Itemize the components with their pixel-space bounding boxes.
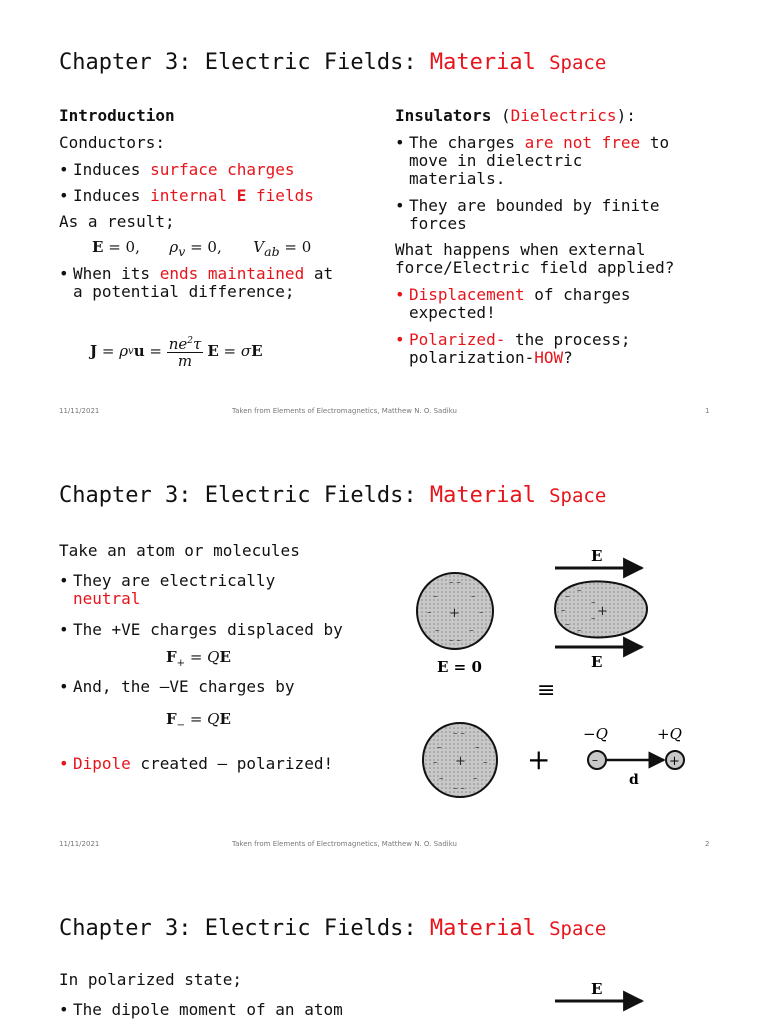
svg-text:–: – xyxy=(473,774,478,784)
svg-text:–: – xyxy=(433,592,438,602)
bullet-neutral xyxy=(59,572,389,608)
eq-sym: u xyxy=(133,342,145,360)
svg-text:–: – xyxy=(561,606,566,616)
text: When its xyxy=(73,264,160,283)
bullet-displacement xyxy=(395,286,755,322)
left-column xyxy=(59,107,379,301)
svg-text:+: + xyxy=(455,754,466,769)
svg-text:–: – xyxy=(471,592,476,602)
eq-sym: F xyxy=(166,710,177,728)
eq-sym: V xyxy=(253,238,265,256)
text: move in dielectric xyxy=(409,151,583,170)
text: created – polarized! xyxy=(130,754,334,773)
title-red-space: Space xyxy=(549,485,607,507)
text-red: Displacement xyxy=(409,285,525,304)
svg-text:– –: – – xyxy=(453,784,465,794)
as-a-result: As a result; xyxy=(59,212,175,231)
eq-sym: E xyxy=(207,342,219,360)
left-column xyxy=(59,971,389,1019)
equation-current-density xyxy=(90,333,263,369)
footer-date: 11/11/2021 xyxy=(59,407,100,415)
conductors-label: Conductors: xyxy=(59,133,165,152)
eq-text: = xyxy=(218,342,241,360)
eq-sym: ρ xyxy=(119,342,129,360)
title-text: Chapter 3: Electric Fields: xyxy=(59,50,430,75)
eq-sub: + xyxy=(176,658,186,669)
text: the process; xyxy=(505,330,631,349)
bullet-dipole xyxy=(59,755,389,773)
equation-conditions xyxy=(92,238,311,259)
text: materials. xyxy=(409,169,506,188)
svg-text:–: – xyxy=(469,626,474,636)
eq-text: = xyxy=(185,648,208,666)
field-label-bottom: E xyxy=(591,653,603,671)
title-red-space: Space xyxy=(549,918,607,940)
title-red-material: Material xyxy=(429,916,536,941)
title-text: Chapter 3: Electric Fields: xyxy=(59,916,430,941)
footer-page-number: 1 xyxy=(705,407,710,415)
bullet-not-free xyxy=(395,134,755,188)
svg-text:–: – xyxy=(592,753,598,767)
eq-text: = xyxy=(185,710,208,728)
text: What happens when external xyxy=(395,240,646,259)
text: ): xyxy=(616,106,636,125)
slide-title xyxy=(59,483,606,508)
text-red: fields xyxy=(246,186,314,205)
eq-text: = xyxy=(144,342,167,360)
negative-charge-label: −Q xyxy=(583,725,608,743)
text: to xyxy=(640,133,670,152)
svg-text:–: – xyxy=(439,774,444,784)
intro-line: Take an atom or molecules xyxy=(59,541,300,560)
text: Induces xyxy=(73,160,151,179)
text-red-bold: E xyxy=(236,186,247,205)
text-red: Dielectrics xyxy=(510,106,617,125)
text: polarization- xyxy=(409,348,535,367)
slide-1 xyxy=(0,0,768,433)
bullet-polarized xyxy=(395,331,755,367)
text-red: HOW xyxy=(534,348,564,367)
eq-sym: Q xyxy=(207,648,220,666)
polarization-figure-partial xyxy=(405,976,685,1024)
title-red-material: Material xyxy=(429,50,536,75)
eq-den: m xyxy=(177,352,193,370)
svg-text:–: – xyxy=(565,592,570,602)
svg-text:+: + xyxy=(597,604,608,619)
svg-text:–: – xyxy=(591,614,596,624)
svg-text:–: – xyxy=(435,626,440,636)
plus-symbol: + xyxy=(527,743,551,776)
text: The dipole moment of an atom xyxy=(73,1000,343,1019)
text-red: internal xyxy=(150,186,237,205)
svg-text:– –: – – xyxy=(453,729,465,739)
eq-sup: 2 xyxy=(187,336,193,346)
equivalence-symbol: ≡ xyxy=(537,678,556,703)
svg-text:–: – xyxy=(591,598,596,608)
svg-text:–: – xyxy=(427,608,432,618)
right-column xyxy=(395,107,755,367)
text-red: ends maintained xyxy=(159,264,305,283)
svg-text:–: – xyxy=(475,743,480,753)
eq-text: = 0 xyxy=(279,238,312,256)
text: a potential difference; xyxy=(73,282,295,301)
eq-sym: E xyxy=(219,710,231,728)
svg-text:–: – xyxy=(483,758,488,768)
svg-text:–: – xyxy=(565,620,570,630)
title-red-material: Material xyxy=(429,483,536,508)
eq-sub: v xyxy=(178,244,186,259)
title-text: Chapter 3: Electric Fields: xyxy=(59,483,430,508)
eq-sym: ρ xyxy=(169,238,179,256)
slide-title xyxy=(59,50,606,75)
text: forces xyxy=(409,214,467,233)
eq-text: = 0, xyxy=(185,238,222,256)
eq-sub: ab xyxy=(264,244,280,259)
slide-title xyxy=(59,916,606,941)
equation-force-positive xyxy=(166,648,231,669)
footer-date: 11/11/2021 xyxy=(59,840,100,848)
eq-text: = 0, xyxy=(103,238,140,256)
svg-text:+: + xyxy=(669,754,680,769)
text: The +VE charges displaced by xyxy=(73,620,343,639)
equation-force-negative xyxy=(166,710,231,731)
intro-heading: Introduction xyxy=(59,106,175,125)
text: And, the –VE charges by xyxy=(73,677,295,696)
slide-3 xyxy=(0,866,768,1024)
footer-source: Taken from Elements of Electromagnetics, Matthew N. O. Sadiku xyxy=(232,407,457,415)
e-zero-label: E = 0 xyxy=(437,658,482,676)
svg-text:–: – xyxy=(577,626,582,636)
text-bold: Insulators xyxy=(395,106,492,125)
svg-text:– –: – – xyxy=(449,578,461,588)
distance-label: d xyxy=(629,772,639,788)
svg-text:–: – xyxy=(437,743,442,753)
svg-text:–: – xyxy=(433,758,438,768)
bullet-bounded xyxy=(395,197,755,233)
eq-sym: F xyxy=(166,648,177,666)
footer-page-number: 2 xyxy=(705,840,710,848)
eq-num: ne xyxy=(168,335,188,353)
bullet-ends-maintained xyxy=(59,265,379,301)
eq-fraction xyxy=(167,333,204,369)
bullet-negative xyxy=(59,678,389,696)
eq-sym: Q xyxy=(207,710,220,728)
polarization-figure xyxy=(405,543,705,813)
bullet-surface-charges xyxy=(59,161,379,179)
field-label: E xyxy=(591,980,603,998)
bullet-positive-displaced xyxy=(59,621,389,639)
text: expected! xyxy=(409,303,496,322)
eq-num: τ xyxy=(193,335,202,353)
text: The charges xyxy=(409,133,525,152)
footer-source: Taken from Elements of Electromagnetics, Matthew N. O. Sadiku xyxy=(232,840,457,848)
text: Induces xyxy=(73,186,151,205)
text-red: are not free xyxy=(524,133,641,152)
slide-2 xyxy=(0,433,768,866)
text: ( xyxy=(491,106,511,125)
svg-text:–: – xyxy=(479,608,484,618)
svg-text:–: – xyxy=(577,586,582,596)
what-happens xyxy=(395,241,755,277)
field-label-top: E xyxy=(591,547,603,565)
text: of charges xyxy=(524,285,631,304)
text-red: Dipole xyxy=(73,754,131,773)
eq-sym: E xyxy=(92,238,104,256)
text: force/Electric field applied? xyxy=(395,258,675,277)
text: They are electrically xyxy=(73,571,276,590)
eq-sym: E xyxy=(251,342,263,360)
bullet-dipole-moment xyxy=(59,1001,389,1019)
text: at xyxy=(304,264,334,283)
eq-sym: σ xyxy=(240,342,252,360)
positive-charge-label: +Q xyxy=(657,725,682,743)
text: ? xyxy=(563,348,573,367)
eq-sym: E xyxy=(219,648,231,666)
text-red: Polarized- xyxy=(409,330,506,349)
bullet-internal-fields xyxy=(59,187,379,205)
svg-text:+: + xyxy=(449,606,460,621)
eq-sub: v xyxy=(128,345,134,357)
text-red: neutral xyxy=(73,589,141,608)
insulators-heading xyxy=(395,107,755,125)
title-red-space: Space xyxy=(549,52,607,74)
eq-sym: J xyxy=(90,342,98,360)
intro-line: In polarized state; xyxy=(59,970,243,989)
eq-text: = xyxy=(97,342,120,360)
text: They are bounded by finite xyxy=(409,196,660,215)
svg-text:– –: – – xyxy=(449,636,461,646)
eq-sub: − xyxy=(176,720,186,731)
text-red: surface charges xyxy=(150,160,295,179)
